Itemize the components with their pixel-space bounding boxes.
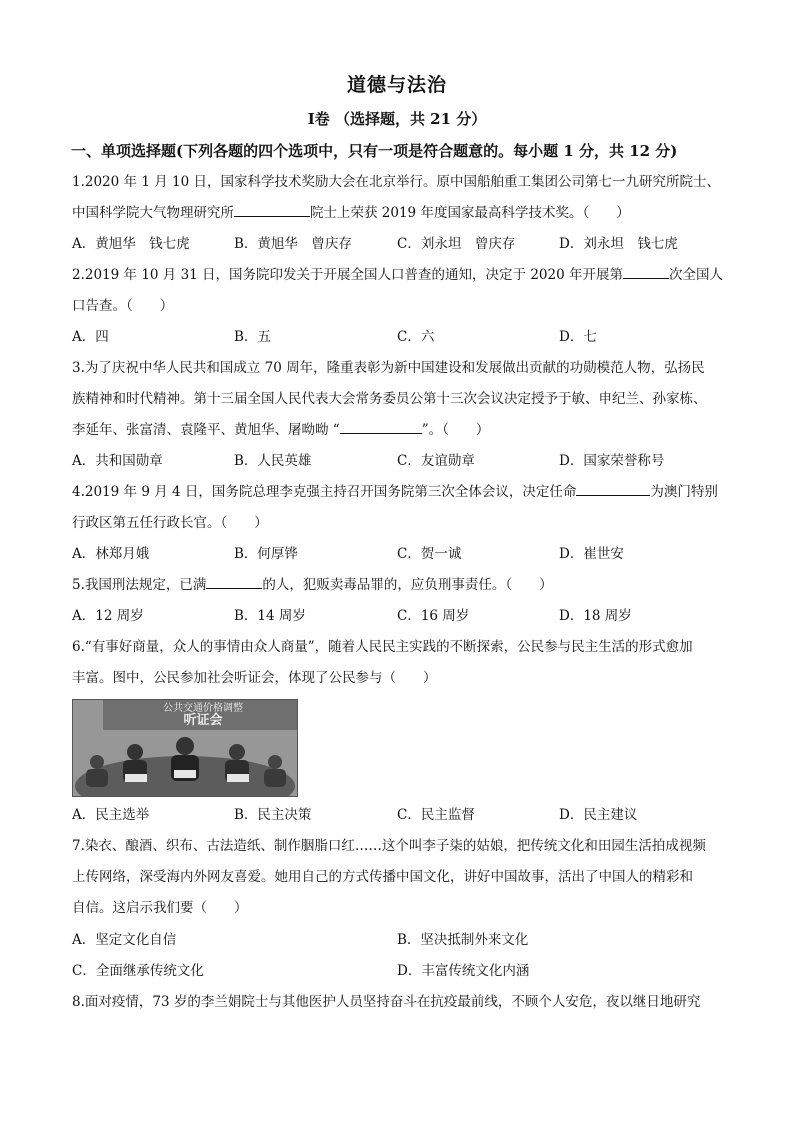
q5-option-d: D．18 周岁 — [559, 608, 632, 624]
q2-text-a: 2.2019 年 10 月 31 日，国务院印发关于开展全国人口普查的通知，决定于 2020 年开展第 — [72, 267, 623, 283]
q2-option-a: A．四 — [72, 329, 109, 345]
hearing-photo — [72, 699, 298, 797]
q4-option-a: A．林郑月娥 — [72, 546, 150, 562]
q2-blank — [623, 266, 669, 279]
q2-option-c: C．六 — [397, 329, 435, 345]
q8-line-1: 8.面对疫情，73 岁的李兰娟院士与其他医护人员坚持奋斗在抗疫最前线，不顾个人安危，夜以继日地研究 — [72, 994, 701, 1010]
q4-line-2: 行政区第五任行政长官。（ ） — [72, 515, 268, 531]
q1-line-2 — [72, 204, 630, 222]
hearing-banner-line-2: 听证会 — [183, 713, 223, 728]
q1-option-b: B．黄旭华 曾庆存 — [234, 236, 352, 252]
q1-option-c: C．刘永坦 曾庆存 — [397, 236, 516, 252]
q7-line-1: 7.染衣、酿酒、织布、古法造纸、制作胭脂口红……这个叫李子柒的姑娘，把传统文化和田园生活拍成视频 — [72, 838, 706, 854]
q3-line-1: 3.为了庆祝中华人民共和国成立 70 周年，隆重表彰为新中国建设和发展做出贡献的功勋模范人物，弘扬民 — [72, 360, 705, 376]
q1-blank — [234, 204, 310, 217]
page-title: 道德与法治 — [346, 74, 447, 96]
q4-line-1 — [72, 483, 718, 501]
q6-option-c: C．民主监督 — [397, 807, 475, 823]
q3-text-b: ”。（ ） — [421, 422, 490, 438]
q5-option-b: B．14 周岁 — [234, 608, 306, 624]
q3-option-d: D．国家荣誉称号 — [559, 453, 665, 469]
paper-subtitle: Ⅰ卷 （选择题，共 21 分） — [307, 110, 487, 128]
q6-option-b: B．民主决策 — [234, 807, 312, 823]
q6-option-d: D．民主建议 — [559, 807, 638, 823]
q5-text-a: 5.我国刑法规定，已满 — [72, 577, 207, 593]
q2-line-1 — [72, 266, 723, 284]
q6-option-a: A．民主选举 — [72, 807, 150, 823]
q1-line-1: 1.2020 年 1 月 10 日，国家科学技术奖励大会在北京举行。原中国船舶重工集团公司第七一九研究所院士、 — [72, 174, 720, 190]
q4-option-b: B．何厚铧 — [234, 546, 298, 562]
q2-line-2: 口告查。（ ） — [72, 298, 174, 314]
q3-option-b: B．人民英雄 — [234, 453, 312, 469]
q2-option-b: B．五 — [234, 329, 271, 345]
q6-line-2: 丰富。图中，公民参加社会听证会，体现了公民参与（ ） — [72, 670, 437, 686]
q7-option-d: D．丰富传统文化内涵 — [397, 963, 530, 979]
q7-option-b: B．坚决抵制外来文化 — [397, 932, 529, 948]
q4-text-a: 4.2019 年 9 月 4 日，国务院总理李克强主持召开国务院第三次全体会议，决定任命 — [72, 484, 577, 500]
q7-option-c: C．全面继承传统文化 — [72, 963, 204, 979]
q3-option-c: C．友谊勋章 — [397, 453, 475, 469]
q2-text-b: 次全国人 — [669, 267, 723, 283]
q5-line-1 — [72, 576, 553, 594]
hearing-banner-line-1: 公共交通价格调整 — [163, 703, 243, 714]
q7-line-2: 上传网络，深受海内外网友喜爱。她用自己的方式传播中国文化，讲好中国故事，活出了中国人的精彩和 — [72, 869, 693, 885]
q3-blank — [340, 421, 422, 434]
q3-option-a: A．共和国勋章 — [72, 453, 163, 469]
q1-option-a: A．黄旭华 钱七虎 — [72, 236, 190, 252]
q7-line-3: 自信。这启示我们要（ ） — [72, 900, 248, 916]
q4-blank — [576, 483, 650, 496]
q1-option-d: D．刘永坦 钱七虎 — [559, 236, 678, 252]
q3-text-a: 李延年、张富清、袁隆平、黄旭华、屠呦呦 “ — [72, 422, 340, 438]
q2-option-d: D．七 — [559, 329, 597, 345]
q1-text-b: 院士上荣获 2019 年度国家最高科学技术奖。（ ） — [310, 205, 630, 221]
q3-line-2: 族精神和时代精神。第十三届全国人民代表大会常务委员公第十三次会议决定授予于敏、申纪兰、孙家栋、 — [72, 391, 707, 407]
q5-option-a: A．12 周岁 — [72, 608, 144, 624]
section-heading: 一、单项选择题(下列各题的四个选项中，只有一项是符合题意的。每小题 1 分，共 12 分) — [71, 142, 678, 160]
q5-blank — [206, 576, 262, 589]
q7-option-a: A．坚定文化自信 — [72, 932, 177, 948]
q5-text-b: 的人，犯贩卖毒品罪的，应负刑事责任。（ ） — [262, 577, 553, 593]
q4-option-c: C．贺一诚 — [397, 546, 462, 562]
hearing-photo-banner — [113, 703, 293, 727]
q5-option-c: C．16 周岁 — [397, 608, 470, 624]
q1-text-a: 中国科学院大气物理研究所 — [72, 205, 234, 221]
q6-line-1: 6.“有事好商量，众人的事情由众人商量”，随着人民民主实践的不断探索，公民参与民主生活的形式愈加 — [72, 639, 693, 655]
q3-line-3 — [72, 421, 489, 439]
q4-option-d: D．崔世安 — [559, 546, 624, 562]
q4-text-b: 为澳门特别 — [650, 484, 718, 500]
